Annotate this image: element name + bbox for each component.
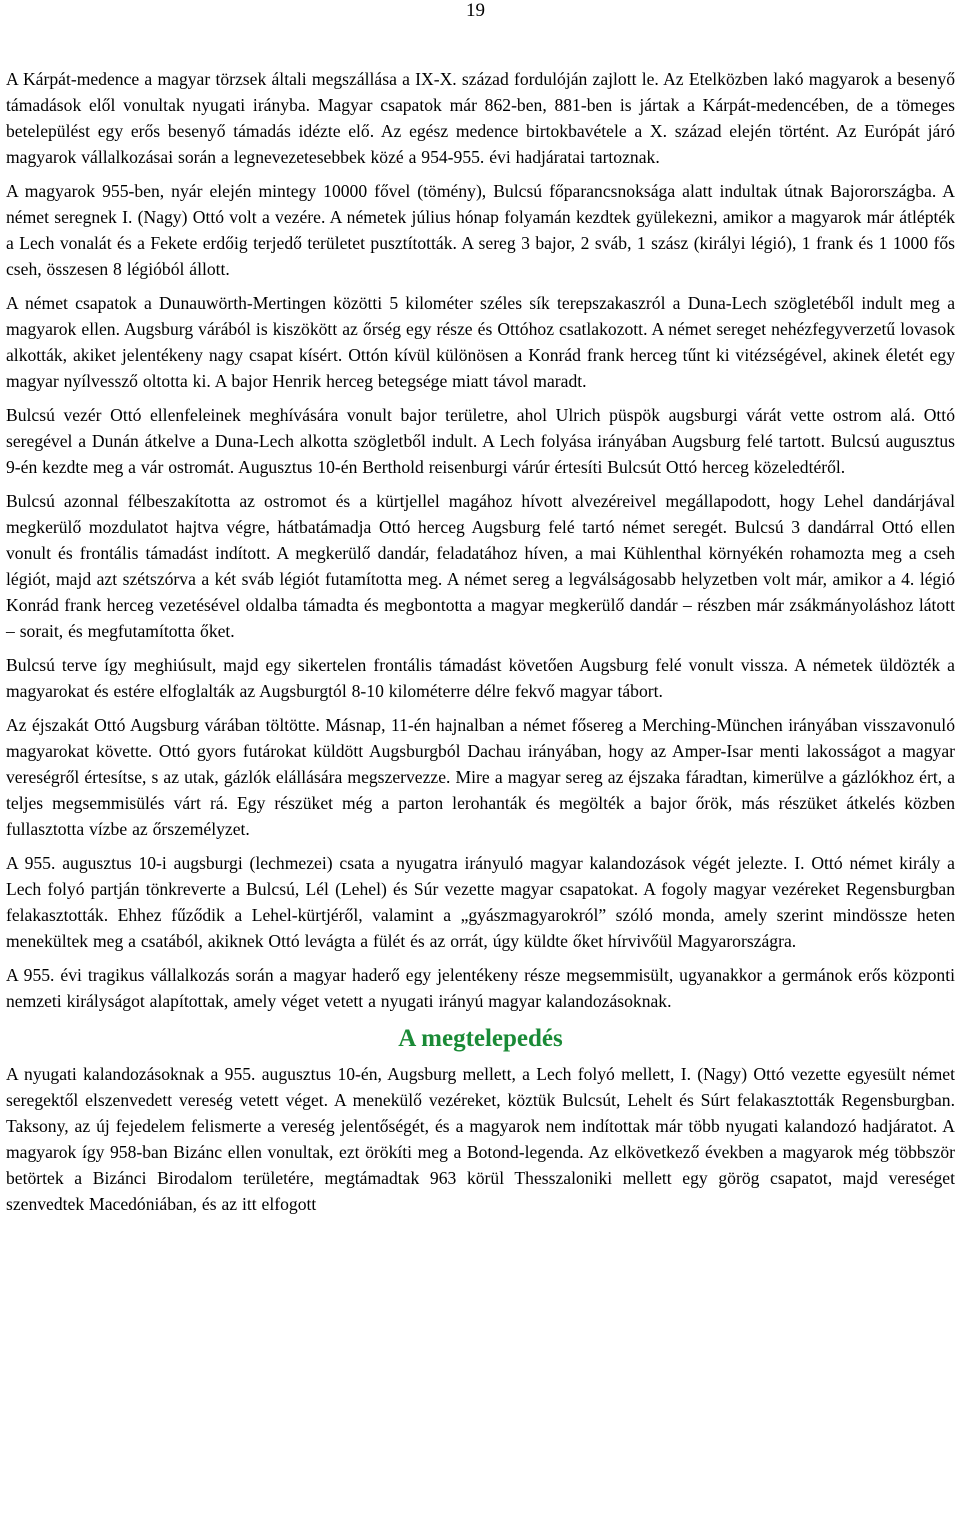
page-number: 19 (466, 0, 485, 21)
paragraph: Az éjszakát Ottó Augsburg várában töltötte. Másnap, 11-én hajnalban a német fősereg a Merching-München irányában visszavonuló magyarokat követte. Ottó gyors futárokat küldött Augsburgból Dachau irányában, hogy az Amper-Isar menti lakosságot a magyar vereségről értesítse, s az utak, gázlók elállására megszervezze. Mire a magyar sereg az éjszaka fáradtan, kimerülve a gázlókhoz ért, a teljes megsemmisülés várt rá. Egy részüket még a parton lerohanták és megölték a bajor őrök, más részüket átkelés közben fullasztotta vízbe az őrszemélyzet. (6, 715, 955, 839)
page-body (6, 66, 955, 1225)
section-title: A megtelepedés (398, 1025, 563, 1052)
paragraph: A magyarok 955-ben, nyár elején mintegy 10000 fővel (tömény), Bulcsú főparancsnoksága alatt indultak útnak Bajorországba. A német seregnek I. (Nagy) Ottó volt a vezére. A németek július hónap folyamán kezdtek gyülekezni, amikor a magyarok már átlépték a Lech vonalát és a Fekete erdőig terjedő területet pusztították. A sereg 3 bajor, 2 sváb, 1 szász (királyi légió), 1 frank és 1 1000 fős cseh, összesen 8 légióból állott. (6, 181, 955, 279)
paragraph: Bulcsú terve így meghiúsult, majd egy sikertelen frontális támadást követően Augsburg felé vonult vissza. A németek üldözték a magyarokat és estére elfoglalták az Augsburgtól 8-10 kilométerre délre fekvő magyar tábort. (6, 655, 955, 701)
paragraph: Bulcsú vezér Ottó ellenfeleinek meghívására vonult bajor területre, ahol Ulrich püspök augsburgi várát vette ostrom alá. Ottó seregével a Dunán átkelve a Duna-Lech alkotta szögletből indult. A Lech folyása irányában Augsburg felé tartott. Bulcsú augusztus 9-én kezdte meg a vár ostromát. Augusztus 10-én Berthold reisenburgi várúr értesíti Bulcsút Ottó herceg közeledtéről. (6, 405, 955, 477)
paragraph: Bulcsú azonnal félbeszakította az ostromot és a kürtjellel magához hívott alvezéreivel megállapodott, hogy Lehel dandárjával megkerülő mozdulatot hajtva végre, hátbatámadja Ottó herceg Augsburg felé tartó német seregét. Bulcsú 3 dandárral Ottó ellen vonult és frontális támadást indított. A megkerülő dandár, feladatához híven, a mai Kühlenthal környékén rohamozta meg a cseh légiót, majd azt szétszórva a két sváb légiót futamította meg. A német sereg a legválságosabb helyzetben volt már, amikor a 4. légió Konrád frank herceg vezetésével oldalba támadta és megbontotta a magyar megkerülő dandár – részben már zsákmányoláshoz látott – sorait, és megfutamította őket. (6, 491, 955, 641)
paragraph: A német csapatok a Dunauwörth-Mertingen közötti 5 kilométer széles sík terepszakaszról a Duna-Lech szögletéből indult meg a magyarok ellen. Augsburg várából is kiszökött az őrség egy része és Ottóhoz csatlakozott. A német sereget nehézfegyverzetű lovasok alkották, akiket jelentékeny nagy csapat kísért. Ottón kívül különösen a Konrád frank herceg tűnt ki vitézségével, akinek életét egy magyar nyílvessző oltotta ki. A bajor Henrik herceg betegsége miatt távol maradt. (6, 293, 955, 391)
paragraph: A 955. évi tragikus vállalkozás során a magyar haderő egy jelentékeny része megsemmisült, ugyanakkor a germánok erős központi nemzeti királyságot alapítottak, amely véget vetett a nyugati irányú magyar kalandozásoknak. (6, 965, 955, 1011)
paragraph: A nyugati kalandozásoknak a 955. augusztus 10-én, Augsburg mellett, a Lech folyó mellett, I. (Nagy) Ottó vezette egyesült német seregektől elszenvedett vereség vetett véget. A menekülő vezéreket, köztük Bulcsút, Lehelt és Súrt felakasztották Regensburgban. Taksony, az új fejedelem felismerte a vereség jelentőségét, és a magyarok nem indítottak már több nyugati kalandozó hadjáratot. A magyarok így 958-ban Bizánc ellen vonultak, ezt örökíti meg a Botond-legenda. Az elkövetkező években a magyarok még többször betörtek a Bizánci Birodalom területére, megtámadtak 963 körül Thesszaloniki mellett egy görög csapatot, majd vereséget szenvedtek Macedóniában, és az itt elfogott (6, 1064, 955, 1214)
paragraph: A 955. augusztus 10-i augsburgi (lechmezei) csata a nyugatra irányuló magyar kalandozások végét jelezte. I. Ottó német király a Lech folyó partján tönkreverte a Bulcsú, Lél (Lehel) és Súr vezette magyar csapatokat. A fogoly magyar vezéreket Regensburgban felakasztották. Ehhez fűződik a Lehel-kürtjéről, valamint a „gyászmagyarokról” szóló monda, amely szerint mindössze heten menekültek meg a csatából, akiknek Ottó levágta a fülét és az orrát, úgy küldte őket hírvivőül Magyarországra. (6, 853, 955, 951)
paragraph: A Kárpát-medence a magyar törzsek általi megszállása a IX-X. század fordulóján zajlott le. Az Etelközben lakó magyarok a besenyő támadások elől vonultak nyugati irányba. Magyar csapatok már 862-ben, 881-ben is jártak a Kárpát-medencében, de a tömeges betelepülést egy erős besenyő támadás idézte elő. Az egész medence birtokbavétele a X. század elején történt. Az Európát járó magyarok vállalkozásai során a legnevezetesebbek közé a 954-955. évi hadjáratai tartoznak. (6, 69, 955, 167)
